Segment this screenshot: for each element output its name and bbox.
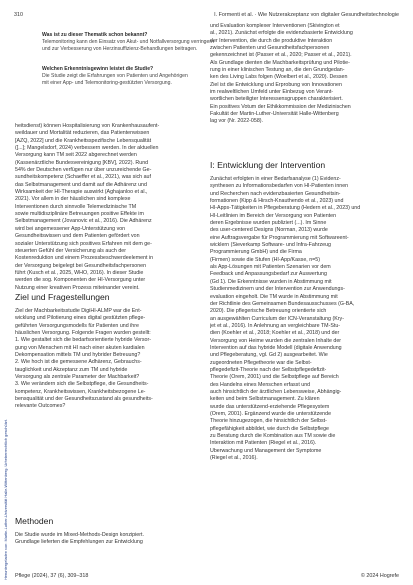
text-line: gekennzeichnet ist (Passer et al., 2020; Passer et al., 2021). bbox=[210, 52, 352, 59]
text-line: HI-Apps-Tätigkeiten in Pflegeberatung (Hedern et al., 2023) und bbox=[210, 205, 361, 212]
text-line: wicklung und Pilotierung eines digital gestützten pflege- bbox=[15, 315, 146, 322]
text-line: tauglichkeit und Akzeptanz zum TM und hybride bbox=[15, 366, 128, 373]
text-line: zwischen Patienten und Gesundheitsfachpersonen bbox=[210, 45, 330, 52]
text-line: synthesen zu Informationsbedarfen von HI-Patienten innen bbox=[210, 183, 349, 190]
text-line: deren Ergebnisse wurden publiziert (...). Im Sinne bbox=[210, 220, 327, 227]
text-line: jet et al., 2016). In Anlehnung an vergleichbare TM-Stu- bbox=[210, 322, 341, 329]
footer-citation: Pflege (2024), 37 (6), 309–318 bbox=[15, 573, 89, 579]
text-line: sundheitskompetenz (Schaeffer et al., 2021), was sich auf bbox=[15, 174, 151, 181]
text-line: 3. Wie verändern sich die Selbstpflege, die Gesundheits- bbox=[15, 381, 149, 388]
text-line: Theorie (Orem, 2001) und die Selbstpflege auf Bereich bbox=[210, 374, 339, 381]
text-line: ken des Living Labs folgen (Woelbert et al., 2020). Dessen bbox=[210, 74, 348, 81]
text-line: Ziel ist die Entwicklung und Erprobung von Innovationen bbox=[210, 81, 342, 88]
text-line: wortlichen beteiligter Interessensgruppen charakterisiert. bbox=[210, 96, 343, 103]
footer-copyright: © 2024 Hogrefe bbox=[360, 573, 399, 579]
answer-line: Die Studie zeigt die Erfahrungen von Patienten und Angehörigen bbox=[42, 73, 188, 79]
text-line: Wirksamkeit der HI-Therapie auswirkt (Aghajanloo et al., bbox=[15, 189, 148, 196]
text-line: 1. Wie gestaltet sich die bedarfsorientierte hybride Versor- bbox=[15, 337, 152, 344]
text-line: (Riegel et al., 2016). bbox=[210, 455, 258, 462]
text-line: 2020). Die pflegerische Betreuung orientierte sich bbox=[210, 308, 327, 315]
text-line: Kostenreduktion und einem Prozessbeschwerdeelement in bbox=[15, 255, 154, 262]
text-line: Fakultät der Martin-Luther-Universität Halle-Wittenberg bbox=[210, 111, 339, 118]
text-line: der Intervention, die durch die produktive Interaktion bbox=[210, 37, 333, 44]
text-line: Studienmedizinern und der Intervention zur Anwendungs- bbox=[210, 286, 345, 293]
text-line: Nutzung einer kreativen Prozess miteinander vereint. bbox=[15, 284, 140, 291]
text-line: zugeordneten Pflegetheorie war die Selbst- bbox=[210, 359, 312, 366]
left-column-text bbox=[15, 123, 200, 292]
text-line: Interventionen durch sinnvolle Telemedizinische TM bbox=[15, 203, 137, 210]
text-line: (Kassenärztliche Bundesvereinigung [KBV], 2022). Rund bbox=[15, 159, 149, 166]
text-line: Gesundheitswissen und dem Patienten gefördert von bbox=[15, 233, 140, 240]
text-line: HI-Leitlinien im Bereich der Versorgung von Patienten bbox=[210, 212, 337, 219]
running-title: I. Formenti et al. · Wie Nutzerakzeptanz von digitaler Gesundheitstechnologie bbox=[214, 12, 399, 18]
ziel-text bbox=[15, 308, 200, 411]
text-line: keiten und beim Selbstmanagement. Zu klären bbox=[210, 396, 320, 403]
text-line: lag vor (Nr. 2022-058). bbox=[210, 118, 263, 125]
heading-ziel: Ziel und Fragestellungen bbox=[15, 292, 110, 302]
text-line: häuslichen Versorgung. Folgende Fragen wurden gestellt: bbox=[15, 330, 151, 337]
text-line: der Richtlinie des Gemeinsamen Bundesausschusses (G-BA, bbox=[210, 300, 355, 307]
text-line: wurde das unterstützend-erziehende Pflegesystem bbox=[210, 403, 330, 410]
text-line: (Orem, 2001). Ergänzend wurde die unterstützende bbox=[210, 411, 332, 417]
text-line: 2. Wie hoch ist die gemessene Adhärenz, Gebrauchs- bbox=[15, 359, 142, 366]
text-line: al., 2021). Zunächst erfolgte die evidenzbasierte Entwicklung bbox=[210, 30, 353, 37]
heading-entwicklung: I: Entwicklung der Intervention bbox=[210, 160, 326, 170]
text-line: als App-Lösungen mit Patienten Szenarien vor dem bbox=[210, 264, 331, 271]
question-1 bbox=[42, 32, 214, 52]
text-line: des Handelns eines Menschen erfasst und bbox=[210, 381, 311, 388]
text-line: gung von Menschen mit HI nach einer akuten kardialen bbox=[15, 344, 145, 351]
text-line: ([...]; Mangelsdorf, 2024) verbessern werden. In der aktuellen bbox=[15, 145, 159, 152]
text-line: Ziel der Machbarkeitsstudie DigiHI-ALMP war die Ent- bbox=[15, 308, 142, 314]
side-note-text: Heruntergeladen von: Martin-Luther-Universität Halle-Wittenberg. Urheberrechtlich geschützt. bbox=[3, 419, 8, 580]
text-line: Interaktion mit Patienten (Riegel et al., 2016). bbox=[210, 440, 317, 447]
text-line: des user-centered Designs (Norman, 2013) wurde bbox=[210, 227, 328, 234]
text-line: sozialer Unterstützung sich positives Erfahren mit dem ge- bbox=[15, 240, 152, 247]
text-line: Zunächst erfolgten in einer Bedarfsanalyse (1) Evidenz- bbox=[210, 176, 341, 182]
key-questions-box bbox=[42, 32, 220, 110]
text-line: geführten Versorgungsmodells für Patienten und ihre bbox=[15, 322, 139, 329]
text-line: steuerten Gefühl der Versicherung als auch der bbox=[15, 247, 127, 254]
text-line: an ausgewählten Curriculum der ICN-Veranstaltung (Kry- bbox=[210, 315, 344, 322]
text-line: formationen (Kipp & Hirsch-Knauthendo et al., 2023) und bbox=[210, 198, 344, 205]
text-line: (Gd 1). Die Erkenntnisse wurden in Abstimmung mit bbox=[210, 278, 332, 285]
text-line: (Firmen) sowie die Stufen (HI-App/Kasse, n=5) bbox=[210, 256, 320, 263]
text-line: 54% der Deutschen verfügen nur über unzureichende Ge- bbox=[15, 167, 152, 174]
text-line: heitsdienst) können Hospitalisierung von Krankenhausaufent- bbox=[15, 123, 160, 129]
text-line: im realweltlichen Umfeld unter Einbezug von Verant- bbox=[210, 89, 334, 96]
text-line: und Pflegeberatung, vgl. Gd 2) ausgearbeitet. Wie bbox=[210, 352, 328, 359]
text-line: relevante Outcomes? bbox=[15, 403, 66, 410]
question-2 bbox=[42, 66, 188, 86]
text-line: Die Studie wurde im Mixed-Methods-Design konzipiert. bbox=[15, 532, 144, 538]
text-line: auch hinsichtlich der ärztlichen Lebensweise, Abhängig- bbox=[210, 388, 342, 395]
heading-methoden: Methoden bbox=[15, 516, 54, 526]
methoden-text bbox=[15, 532, 200, 547]
text-line: Versorgung kann TM seit 2022 abgerechnet werden bbox=[15, 152, 137, 159]
text-line: rung in einer klinischen Testung an, die den Grundgedan- bbox=[210, 67, 345, 74]
text-line: Ein positives Votum der Ethikkommission der Medizinischen bbox=[210, 103, 351, 110]
text-line: evaluation eingeholt. Die TM wurde in Abstimmung mit bbox=[210, 293, 338, 300]
text-line: und Evaluation komplexer Interventionen (Skivington et bbox=[210, 23, 340, 29]
text-line: sowie multidisziplinäre Betreuungen positive Effekte im bbox=[15, 211, 144, 218]
text-line: Dekompensation mittels TM und hybrider Betreuung? bbox=[15, 352, 141, 359]
text-line: Grundlage lieferten die Empfehlungen zur Entwicklung bbox=[15, 539, 143, 546]
text-line: Feedback und Anpassungsbedarf zur Auswertung bbox=[210, 271, 327, 278]
text-line: pflegefähigkeit abbildet, wie durch die Selbstpflege bbox=[210, 425, 329, 432]
text-line: pflegedefizit-Theorie nach der Selbstpflegedefizit- bbox=[210, 366, 327, 373]
text-line: führt (Kusch et al., 2025, WHO, 2016). In dieser Studie bbox=[15, 269, 144, 276]
text-line: Selbstmanagement (Jovanovic et al., 2016). Die Adhärenz bbox=[15, 218, 152, 225]
text-line: das Selbstmanagement und damit auf die Adhärenz und bbox=[15, 181, 147, 188]
text-line: kompetenz, Krankheitswissen, Krankheitsbezogene Le- bbox=[15, 388, 146, 395]
answer-line: Telemonitoring kann den Einsatz von Akut- und Notfallversorgung verringern bbox=[42, 39, 214, 45]
text-line: wird bei angemessener App-Unterstützung von bbox=[15, 225, 126, 232]
answer-line: und zur Verbesserung von Herzinsuffizienz-Behandlungen beitragen. bbox=[42, 45, 198, 52]
question-heading: Welchen Erkenntnisgewinn leistet die Studie? bbox=[42, 66, 154, 72]
text-line: werden die sog. Komponenten der HI-Versorgung unter bbox=[15, 277, 146, 284]
text-line: eine Auftragsvergabe für Programmierung mit Softwareent- bbox=[210, 234, 349, 241]
running-head bbox=[14, 12, 399, 22]
text-line: bensqualität und der Gesundheitszustand als gesundheits- bbox=[15, 396, 153, 403]
question-heading: Was ist zu dieser Thematik schon bekannt? bbox=[42, 32, 148, 38]
text-line: Versorgung von Heime wurden die zentralen Inhalte der bbox=[210, 337, 342, 344]
answer-line: mit einer App- und Telemonitoring-gestützten Versorgung. bbox=[42, 79, 172, 86]
right-bottom-text bbox=[210, 176, 400, 462]
text-line: zu Beratung durch die Kombination aus TM sowie die bbox=[210, 433, 336, 440]
text-line: dien (Koehler et al., 2018; Koehler et al., 2018) und der bbox=[210, 330, 340, 337]
page-number: 310 bbox=[14, 12, 23, 18]
text-line: Als Grundlage dienten die Machbarkeitsprüfung und Pilotie- bbox=[210, 59, 350, 66]
text-line: der Versorgung beigelegt bei Gesundheitsfachpersonen bbox=[15, 262, 147, 269]
side-note bbox=[3, 60, 11, 580]
right-top-text bbox=[210, 23, 400, 126]
text-line: Theorie hinzugezogen, die hinsichtlich der Selbst- bbox=[210, 418, 327, 425]
text-line: Versorgung als zentrale Parameter der Machbarkeit? bbox=[15, 374, 140, 381]
text-line: Intervention auf das hybride Modell (digitale Anwendung bbox=[210, 344, 342, 351]
text-line: Überwachung und Management der Symptome bbox=[210, 447, 322, 454]
text-line: 2021). Vor allem in der häuslichen sind komplexe bbox=[15, 196, 131, 203]
text-line: weildauer und Mortalität reduzieren, das Patientenwissen bbox=[15, 130, 150, 137]
text-line: wicklern (Sieverkamp Software- und Infra-Fahrzeug bbox=[210, 242, 331, 249]
text-line: Programmierung GmbH) und die Firma bbox=[210, 249, 302, 256]
text-line: und Recherchen nach evidenzbasierten Gesundheitsin- bbox=[210, 190, 341, 197]
text-line: [AZQ, 2022] und die Krankheitsspezifische Lebensqualität bbox=[15, 137, 152, 144]
